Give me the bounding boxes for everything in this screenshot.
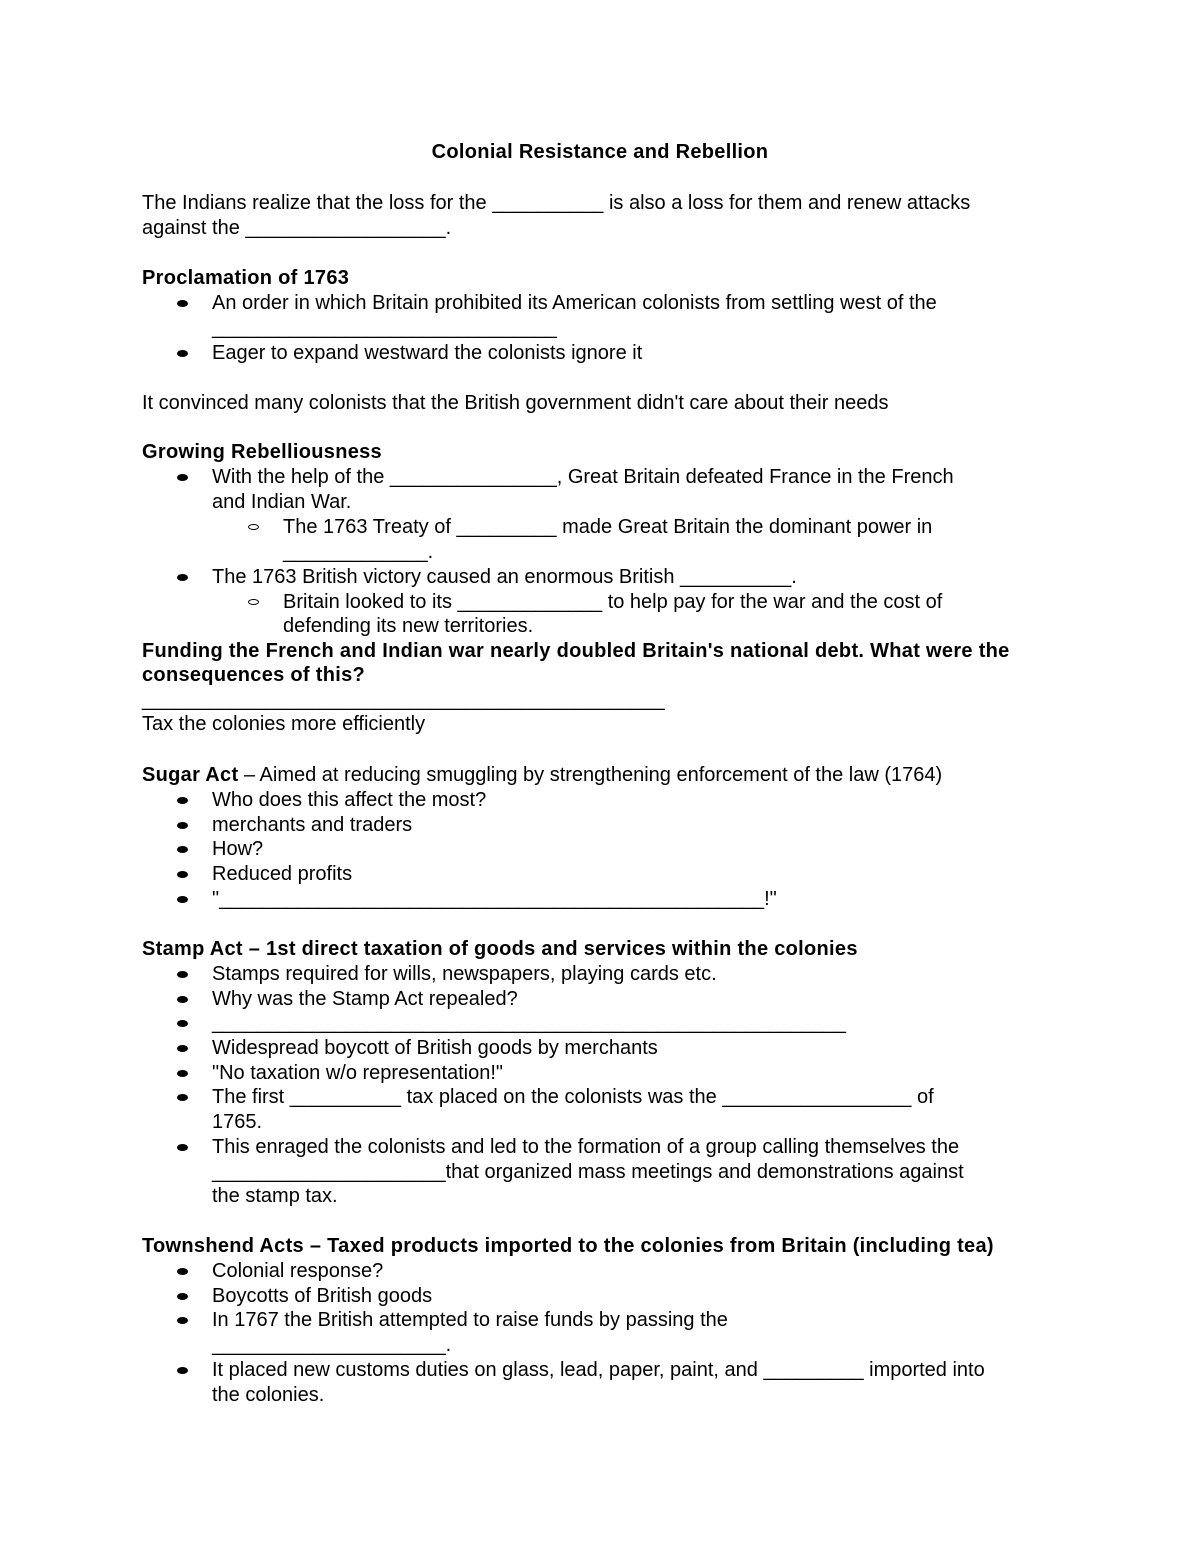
bullet-icon: [177, 300, 188, 307]
proclamation-bullet-2: Eager to expand westward the colonists ignore it: [212, 342, 643, 364]
stamp-bullet-6: The first __________ tax placed on the colonists was the _________________ of: [212, 1086, 934, 1108]
intro-line-2: against the __________________.: [142, 217, 452, 239]
growing-sub-2: Britain looked to its _____________ to help pay for the war and the cost of: [283, 591, 943, 613]
townshend-bullet-4-cont: the colonies.: [212, 1384, 325, 1406]
townshend-bullet-3-cont: _____________________.: [212, 1334, 452, 1356]
proclamation-bullet-1-cont: _______________________________: [212, 317, 557, 339]
stamp-bullet-7-cont: _____________________that organized mass meetings and demonstrations against: [212, 1161, 964, 1183]
stamp-bullet-6-cont: 1765.: [212, 1111, 263, 1133]
bullet-icon: [177, 1045, 188, 1052]
growing-bullet-1: With the help of the _______________, Great Britain defeated France in the French: [212, 466, 954, 488]
bullet-icon: [177, 1367, 188, 1374]
townshend-bullet-4: It placed new customs duties on glass, lead, paper, paint, and _________ imported into: [212, 1359, 985, 1381]
stamp-act-heading: Stamp Act – 1st direct taxation of goods and services within the colonies: [142, 938, 858, 960]
bullet-icon: [177, 797, 188, 804]
growing-sub-2-cont: defending its new territories.: [283, 615, 534, 637]
bullet-icon: [177, 1293, 188, 1300]
funding-answer: Tax the colonies more efficiently: [142, 713, 426, 735]
bullet-icon: [177, 822, 188, 829]
bullet-icon: [177, 1268, 188, 1275]
funding-question-cont: consequences of this?: [142, 664, 366, 686]
page-title: Colonial Resistance and Rebellion: [431, 141, 769, 163]
growing-bullet-2: The 1763 British victory caused an enormous British __________.: [212, 566, 797, 588]
bullet-icon: [177, 846, 188, 853]
growing-sub-1: The 1763 Treaty of _________ made Great Britain the dominant power in: [283, 516, 933, 538]
sugar-item: "_________________________________________________!": [212, 888, 777, 910]
bullet-icon: [177, 350, 188, 357]
bullet-icon: [177, 1020, 188, 1027]
bullet-icon: [177, 1094, 188, 1101]
stamp-bullet-2: Why was the Stamp Act repealed?: [212, 988, 518, 1010]
proclamation-bullet-1: An order in which Britain prohibited its American colonists from settling west of the: [212, 292, 937, 314]
growing-heading: Growing Rebelliousness: [142, 441, 382, 463]
stamp-bullet-7: This enraged the colonists and led to the formation of a group calling themselves the: [212, 1136, 960, 1158]
townshend-heading: Townshend Acts – Taxed products imported to the colonies from Britain (including tea): [142, 1235, 994, 1257]
sub-bullet-icon: [248, 524, 259, 530]
sugar-act-description: – Aimed at reducing smuggling by strengthening enforcement of the law (1764): [238, 764, 943, 786]
townshend-bullet-3: In 1767 the British attempted to raise funds by passing the: [212, 1309, 728, 1331]
stamp-bullet-1: Stamps required for wills, newspapers, playing cards etc.: [212, 963, 717, 985]
sugar-item: How?: [212, 838, 264, 860]
townshend-bullet-2: Boycotts of British goods: [212, 1285, 433, 1307]
bullet-icon: [177, 896, 188, 903]
bullet-icon: [177, 996, 188, 1003]
sugar-item: Reduced profits: [212, 863, 353, 885]
intro-line-1: The Indians realize that the loss for the __________ is also a loss for them and renew attacks: [142, 192, 971, 214]
growing-sub-1-cont: _____________.: [283, 541, 434, 563]
funding-blank: _______________________________________________: [142, 689, 665, 711]
bullet-icon: [177, 1070, 188, 1077]
bullet-icon: [177, 971, 188, 978]
bullet-icon: [177, 474, 188, 481]
stamp-bullet-7-cont: the stamp tax.: [212, 1185, 338, 1207]
townshend-bullet-1: Colonial response?: [212, 1260, 384, 1282]
bullet-icon: [177, 1144, 188, 1151]
sugar-act-line: [142, 763, 942, 788]
bullet-icon: [177, 1317, 188, 1324]
bullet-icon: [177, 574, 188, 581]
proclamation-note: It convinced many colonists that the British government didn't care about their needs: [142, 392, 889, 414]
stamp-bullet-4: Widespread boycott of British goods by merchants: [212, 1037, 658, 1059]
sugar-item: merchants and traders: [212, 814, 413, 836]
sugar-item: Who does this affect the most?: [212, 789, 487, 811]
growing-bullet-1-cont: and Indian War.: [212, 491, 352, 513]
bullet-icon: [177, 871, 188, 878]
proclamation-heading: Proclamation of 1763: [142, 267, 350, 289]
sub-bullet-icon: [248, 599, 259, 605]
stamp-bullet-5: "No taxation w/o representation!": [212, 1062, 504, 1084]
sugar-act-heading: Sugar Act: [142, 764, 239, 786]
funding-question: Funding the French and Indian war nearly doubled Britain's national debt. What were the: [142, 640, 1010, 662]
stamp-bullet-3: _________________________________________________________: [212, 1012, 847, 1034]
